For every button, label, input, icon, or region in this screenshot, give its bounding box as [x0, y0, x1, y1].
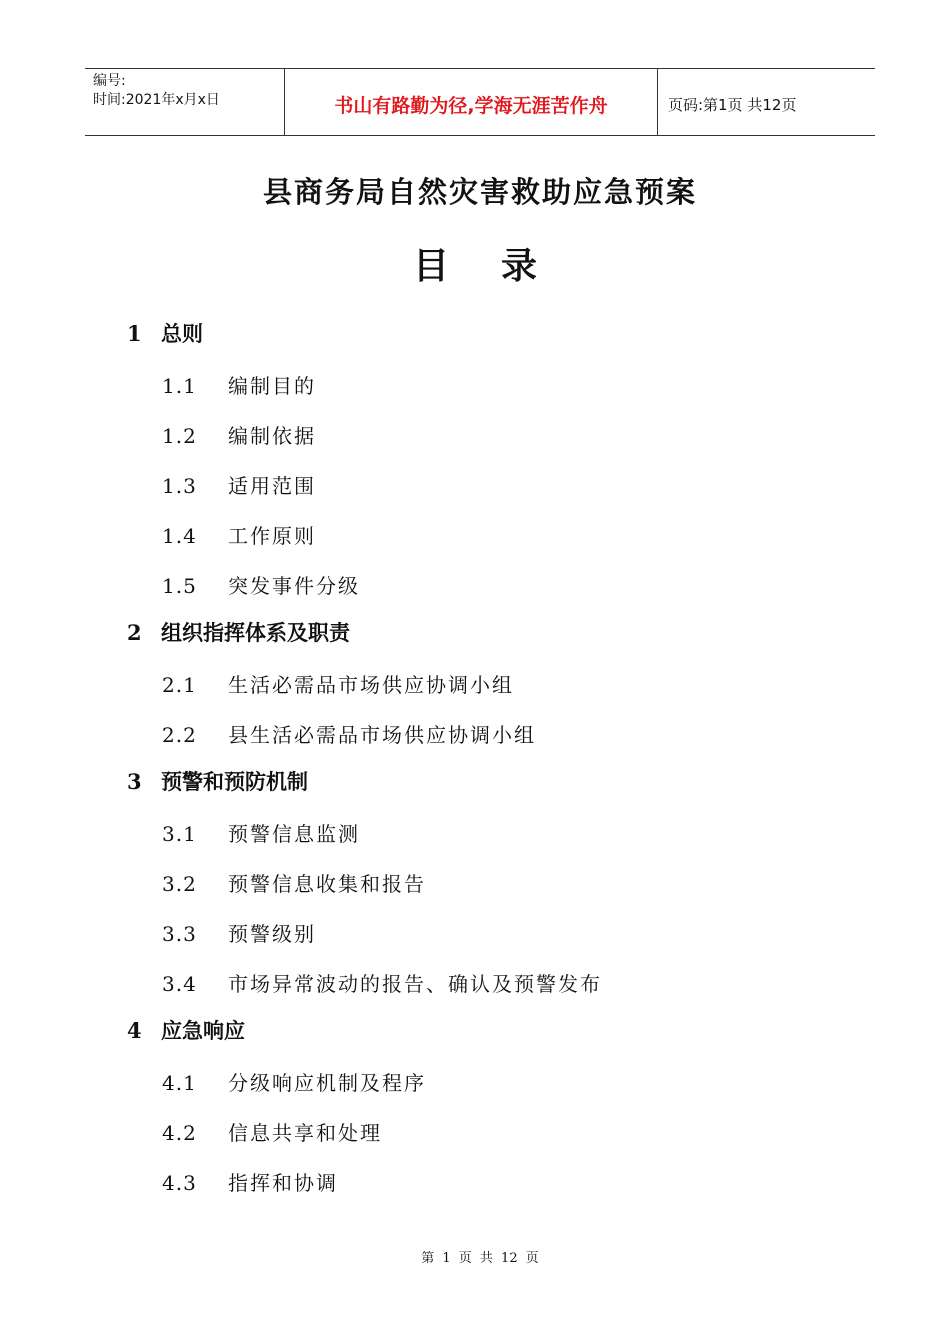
toc-item-3-3[interactable]	[162, 918, 316, 947]
toc-label: 预警级别	[228, 922, 316, 946]
toc-item-1-2[interactable]	[162, 420, 316, 449]
toc-label: 编制目的	[228, 374, 316, 398]
toc-number: 1.2	[162, 424, 197, 448]
toc-item-2-1[interactable]	[162, 669, 514, 698]
toc-label: 应急响应	[161, 1018, 245, 1043]
toc-number: 1.4	[162, 524, 197, 548]
toc-number: 3.2	[162, 872, 197, 896]
toc-item-1-1[interactable]	[162, 370, 316, 399]
toc-number: 1.1	[162, 374, 197, 398]
toc-label: 预警信息监测	[228, 822, 360, 846]
toc-label: 县生活必需品市场供应协调小组	[228, 723, 536, 747]
toc-number: 4.3	[162, 1171, 197, 1195]
toc-number: 3	[127, 769, 142, 794]
page-footer: 第 1 页 共 12 页	[421, 1251, 539, 1266]
toc-section-1[interactable]	[127, 318, 203, 348]
toc-number: 3.3	[162, 922, 197, 946]
toc-label: 工作原则	[228, 524, 316, 548]
toc-number: 2	[127, 620, 142, 645]
toc-label: 生活必需品市场供应协调小组	[228, 673, 514, 697]
toc-number: 1.3	[162, 474, 197, 498]
toc-number: 3.1	[162, 822, 197, 846]
toc-number: 2.2	[162, 723, 197, 747]
time-label: 时间:2021年x月x日	[93, 92, 220, 108]
toc-item-4-1[interactable]	[162, 1067, 426, 1096]
document-title: 县商务局自然灾害救助应急预案	[262, 175, 697, 209]
toc-label: 总则	[161, 321, 203, 346]
toc-label: 预警信息收集和报告	[228, 872, 426, 896]
toc-label: 市场异常波动的报告、确认及预警发布	[228, 972, 602, 996]
toc-number: 3.4	[162, 972, 197, 996]
toc-heading-char-2: 录	[501, 245, 538, 287]
header-motto: 书山有路勤为径,学海无涯苦作舟	[285, 69, 658, 135]
toc-number: 4.1	[162, 1071, 197, 1095]
toc-label: 指挥和协调	[228, 1171, 338, 1195]
toc-number: 2.1	[162, 673, 197, 697]
toc-label: 组织指挥体系及职责	[161, 620, 350, 645]
toc-label: 信息共享和处理	[228, 1121, 382, 1145]
toc-item-3-4[interactable]	[162, 968, 602, 997]
header-page-info: 页码:第1页 共12页	[668, 95, 797, 114]
toc-number: 4	[127, 1018, 142, 1043]
toc-item-3-1[interactable]	[162, 818, 360, 847]
toc-item-2-2[interactable]	[162, 719, 536, 748]
toc-item-4-3[interactable]	[162, 1167, 338, 1196]
toc-section-4[interactable]	[127, 1015, 245, 1045]
toc-heading-char-1: 目	[412, 245, 449, 287]
toc-item-1-4[interactable]	[162, 520, 316, 549]
toc-item-1-5[interactable]	[162, 570, 360, 599]
toc-label: 编制依据	[228, 424, 316, 448]
toc-number: 1.5	[162, 574, 197, 598]
toc-section-3[interactable]	[127, 766, 308, 796]
toc-item-3-2[interactable]	[162, 868, 426, 897]
toc-section-2[interactable]	[127, 617, 350, 647]
number-label: 编号:	[93, 73, 126, 89]
toc-number: 4.2	[162, 1121, 197, 1145]
toc-label: 突发事件分级	[228, 574, 360, 598]
toc-item-4-2[interactable]	[162, 1117, 382, 1146]
toc-item-1-3[interactable]	[162, 470, 316, 499]
toc-label: 分级响应机制及程序	[228, 1071, 426, 1095]
toc-label: 适用范围	[228, 474, 316, 498]
toc-number: 1	[127, 321, 142, 346]
toc-label: 预警和预防机制	[161, 769, 308, 794]
